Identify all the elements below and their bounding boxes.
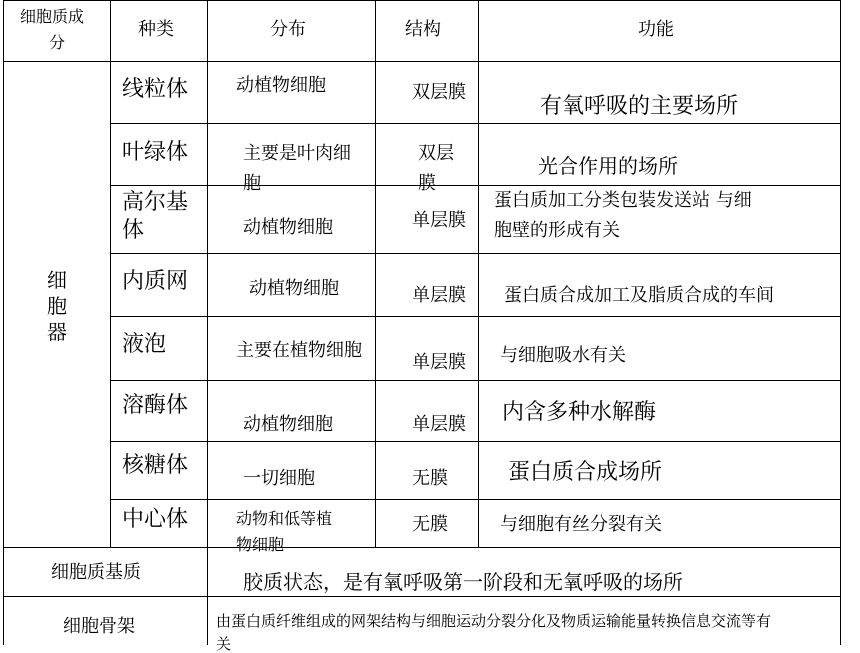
row-distribution: 动植物细胞: [236, 75, 326, 96]
row-divider: [110, 316, 840, 317]
row-structure-line1: 双层: [418, 143, 454, 164]
row-type: 溶酶体: [122, 393, 189, 418]
row-function: 与细胞有丝分裂有关: [500, 514, 662, 535]
row-structure: 单层膜: [412, 414, 466, 435]
row-distribution: 动植物细胞: [243, 414, 333, 435]
matrix-label: 细胞质基质: [51, 562, 141, 583]
row-divider: [110, 253, 840, 254]
header-structure: 结构: [405, 19, 441, 40]
row-divider: [110, 123, 840, 124]
row-divider: [110, 441, 840, 442]
matrix-function: 胶质状态，是有氧呼吸第一阶段和无氧呼吸的场所: [243, 570, 683, 594]
border-header-bottom: [3, 61, 840, 62]
row-distribution-line2: 物细胞: [236, 535, 285, 554]
row-function: 蛋白质合成加工及脂质合成的车间: [504, 285, 774, 306]
row-type: 核糖体: [122, 453, 189, 478]
row-function: 与细胞吸水有关: [500, 345, 626, 366]
organelle-group-label-3: 器: [47, 320, 67, 344]
header-distribution: 分布: [270, 19, 306, 40]
row-structure: 无膜: [412, 468, 448, 489]
organelle-bottom: [3, 547, 840, 548]
organelle-group-label-1: 细: [47, 268, 67, 292]
row-structure: 单层膜: [412, 285, 466, 306]
row-distribution-line2: 胞: [243, 173, 261, 194]
row-structure-line2: 膜: [418, 173, 436, 194]
row-type: 内质网: [122, 269, 189, 294]
row-divider: [110, 380, 840, 381]
col-divider-matrix: [207, 547, 208, 645]
row-type: 叶绿体: [122, 140, 189, 165]
row-function: 有氧呼吸的主要场所: [540, 94, 739, 119]
row-distribution: 一切细胞: [243, 468, 315, 489]
row-type: 中心体: [122, 507, 189, 532]
row-distribution: 动植物细胞: [249, 278, 339, 299]
cytoskeleton-label: 细胞骨架: [63, 616, 135, 637]
row-distribution: 主要在植物细胞: [236, 340, 362, 361]
border-left: [3, 0, 4, 645]
row-divider: [110, 499, 840, 500]
row-structure: 单层膜: [412, 210, 466, 231]
row-type: 液泡: [122, 332, 167, 357]
row-function: 光合作用的场所: [538, 154, 678, 178]
row-structure: 单层膜: [412, 352, 466, 373]
border-right: [840, 0, 841, 645]
cytoskeleton-function-line1: 由蛋白质纤维组成的网架结构与细胞运动分裂分化及物质运输能量转换信息交流等有: [216, 612, 772, 630]
border-top: [3, 0, 840, 1]
row-divider: [110, 185, 840, 186]
matrix-bottom: [3, 596, 840, 597]
header-function: 功能: [638, 19, 674, 40]
col-divider-type: [207, 0, 208, 547]
row-structure: 双层膜: [412, 82, 466, 103]
row-distribution-line1: 主要是叶肉细: [243, 143, 351, 164]
row-type: 线粒体: [122, 77, 189, 102]
col-divider-distribution: [375, 0, 376, 547]
cytoskeleton-function-line2: 关: [216, 635, 232, 653]
row-type-line2: 体: [122, 218, 145, 243]
header-component-line1: 细胞质成: [20, 7, 85, 26]
col-divider-component: [110, 0, 111, 547]
organelle-group-label-2: 胞: [47, 294, 67, 318]
row-type-line1: 高尔基: [122, 190, 189, 215]
row-distribution: 动植物细胞: [243, 217, 333, 238]
row-function: 内含多种水解酶: [502, 400, 657, 425]
col-divider-structure: [478, 0, 479, 547]
row-distribution-line1: 动物和低等植: [236, 509, 333, 528]
header-component-line2: 分: [49, 33, 66, 52]
row-function-line2: 胞壁的形成有关: [494, 220, 620, 241]
row-function: 蛋白质合成场所: [508, 460, 663, 485]
row-structure: 无膜: [412, 514, 448, 535]
header-type: 种类: [138, 19, 174, 40]
row-function-line1: 蛋白质加工分类包装发送站 与细: [494, 190, 752, 211]
